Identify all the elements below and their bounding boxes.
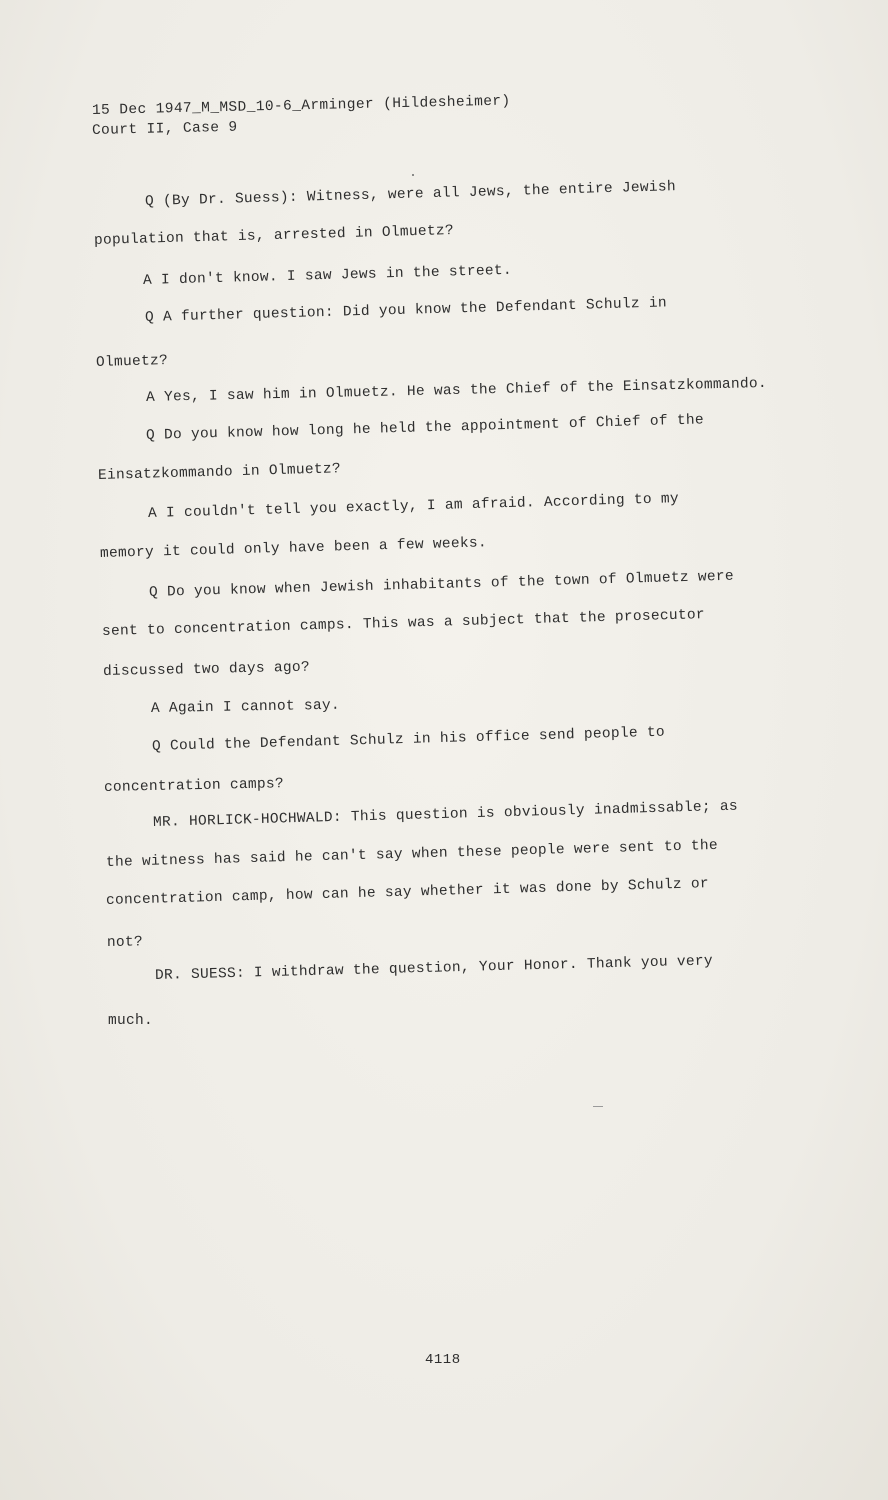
ink-mark — [593, 1106, 603, 1107]
transcript-line: Q (By Dr. Suess): Witness, were all Jews, the entire Jewish — [144, 179, 677, 210]
page-number: 4118 — [425, 1352, 461, 1368]
transcript-line: A Yes, I saw him in Olmuetz. He was the Chief of the Einsatzkommando. — [145, 375, 768, 406]
transcript-line: concentration camps? — [103, 776, 285, 796]
transcript-line: Q Do you know how long he held the appointment of Chief of the — [145, 412, 705, 444]
transcript-line: A Again I cannot say. — [150, 697, 341, 717]
header-session-line: 15 Dec 1947_M_MSD_10-6_Arminger (Hildesheimer) — [91, 93, 511, 119]
transcript-line: much. — [108, 1013, 154, 1029]
transcript-line: memory it could only have been a few weeks. — [99, 535, 488, 562]
transcript-line: Q Could the Defendant Schulz in his office send people to — [151, 724, 666, 755]
transcript-line: Olmuetz? — [95, 352, 169, 371]
transcript-line: DR. SUESS: I withdraw the question, Your Honor. Thank you very — [154, 953, 714, 984]
ink-speck — [412, 174, 414, 176]
transcript-line: sent to concentration camps. This was a subject that the prosecutor — [101, 607, 706, 640]
transcript-line: A I don't know. I saw Jews in the street. — [142, 262, 513, 289]
transcript-line: not? — [106, 934, 144, 951]
transcript-line: Q Do you know when Jewish inhabitants of the town of Olmuetz were — [148, 568, 735, 601]
transcript-line: the witness has said he can't say when these people were sent to the — [105, 837, 719, 871]
header-court-line: Court II, Case 9 — [91, 119, 238, 139]
transcript-line: discussed two days ago? — [102, 659, 311, 680]
transcript-line: MR. HORLICK-HOCHWALD: This question is obviously inadmissable; as — [152, 798, 739, 831]
transcript-line: population that is, arrested in Olmuetz? — [93, 222, 455, 249]
transcript-line: concentration camp, how can he say whether it was done by Schulz or — [105, 876, 710, 909]
transcript-line: Einsatzkommando in Olmuetz? — [97, 461, 342, 484]
transcript-line: A I couldn't tell you exactly, I am afraid. According to my — [147, 491, 680, 522]
transcript-line: Q A further question: Did you know the Defendant Schulz in — [144, 295, 668, 326]
